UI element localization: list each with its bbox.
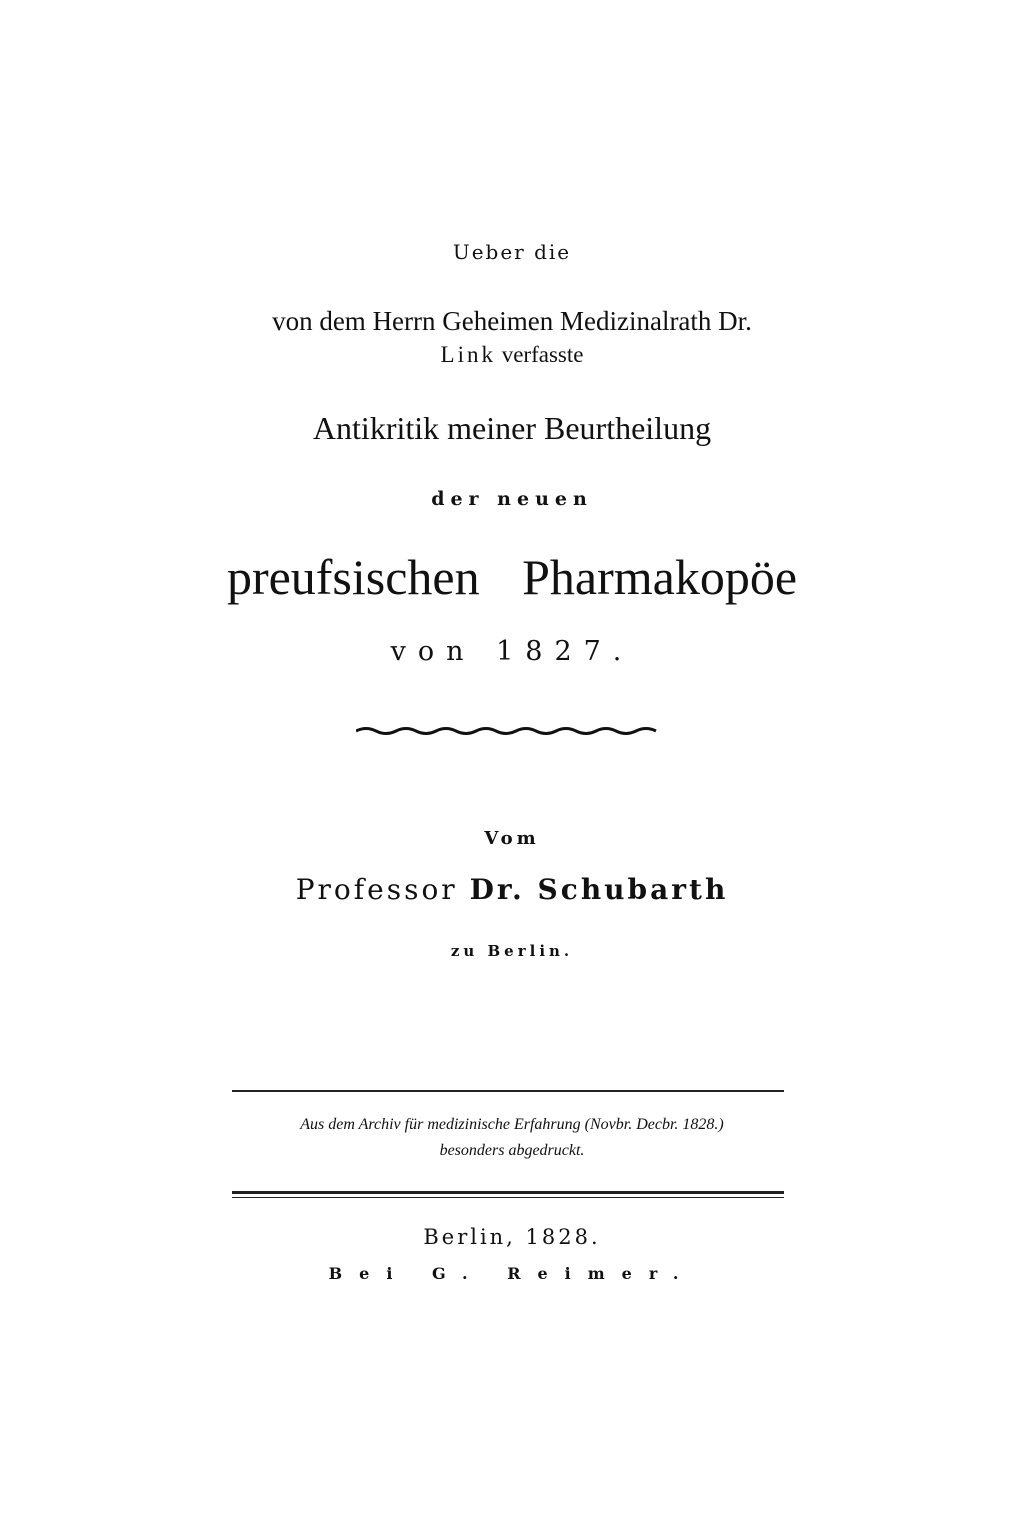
link-verb: verfasste — [501, 342, 584, 367]
rule-double-bottom — [232, 1197, 784, 1198]
note-line-2: besonders abgedruckt. — [439, 1142, 585, 1159]
author-place: zu Berlin. — [450, 942, 574, 960]
rule-top — [232, 1090, 784, 1092]
title-line-antikritik: Antikritik meiner Beurtheilung — [312, 410, 712, 446]
main-title: preufsischen Pharmakopöe — [226, 549, 798, 605]
author-line — [0, 873, 1024, 906]
link-name: Link — [440, 342, 496, 367]
author-title: Professor — [295, 873, 458, 906]
publisher: Bei G. Reimer. — [328, 1264, 696, 1283]
title-line-der-neuen: der neuen — [431, 488, 593, 510]
title-line-author-ref: von dem Herrn Geheimen Medizinalrath Dr. — [272, 306, 752, 336]
title-intro: Ueber die — [452, 240, 572, 264]
rule-double-top — [232, 1191, 784, 1194]
note-line-1: Aus dem Archiv für medizinische Erfahrung (Novbr. Decbr. 1828.) — [300, 1116, 724, 1133]
decorative-wave-rule — [356, 722, 660, 740]
title-line-link — [0, 342, 1024, 368]
title-year: von 1827. — [390, 636, 634, 667]
author-name: Dr. Schubarth — [469, 873, 729, 906]
imprint-place-year: Berlin, 1828. — [423, 1225, 601, 1249]
by-label: Vom — [484, 828, 540, 849]
